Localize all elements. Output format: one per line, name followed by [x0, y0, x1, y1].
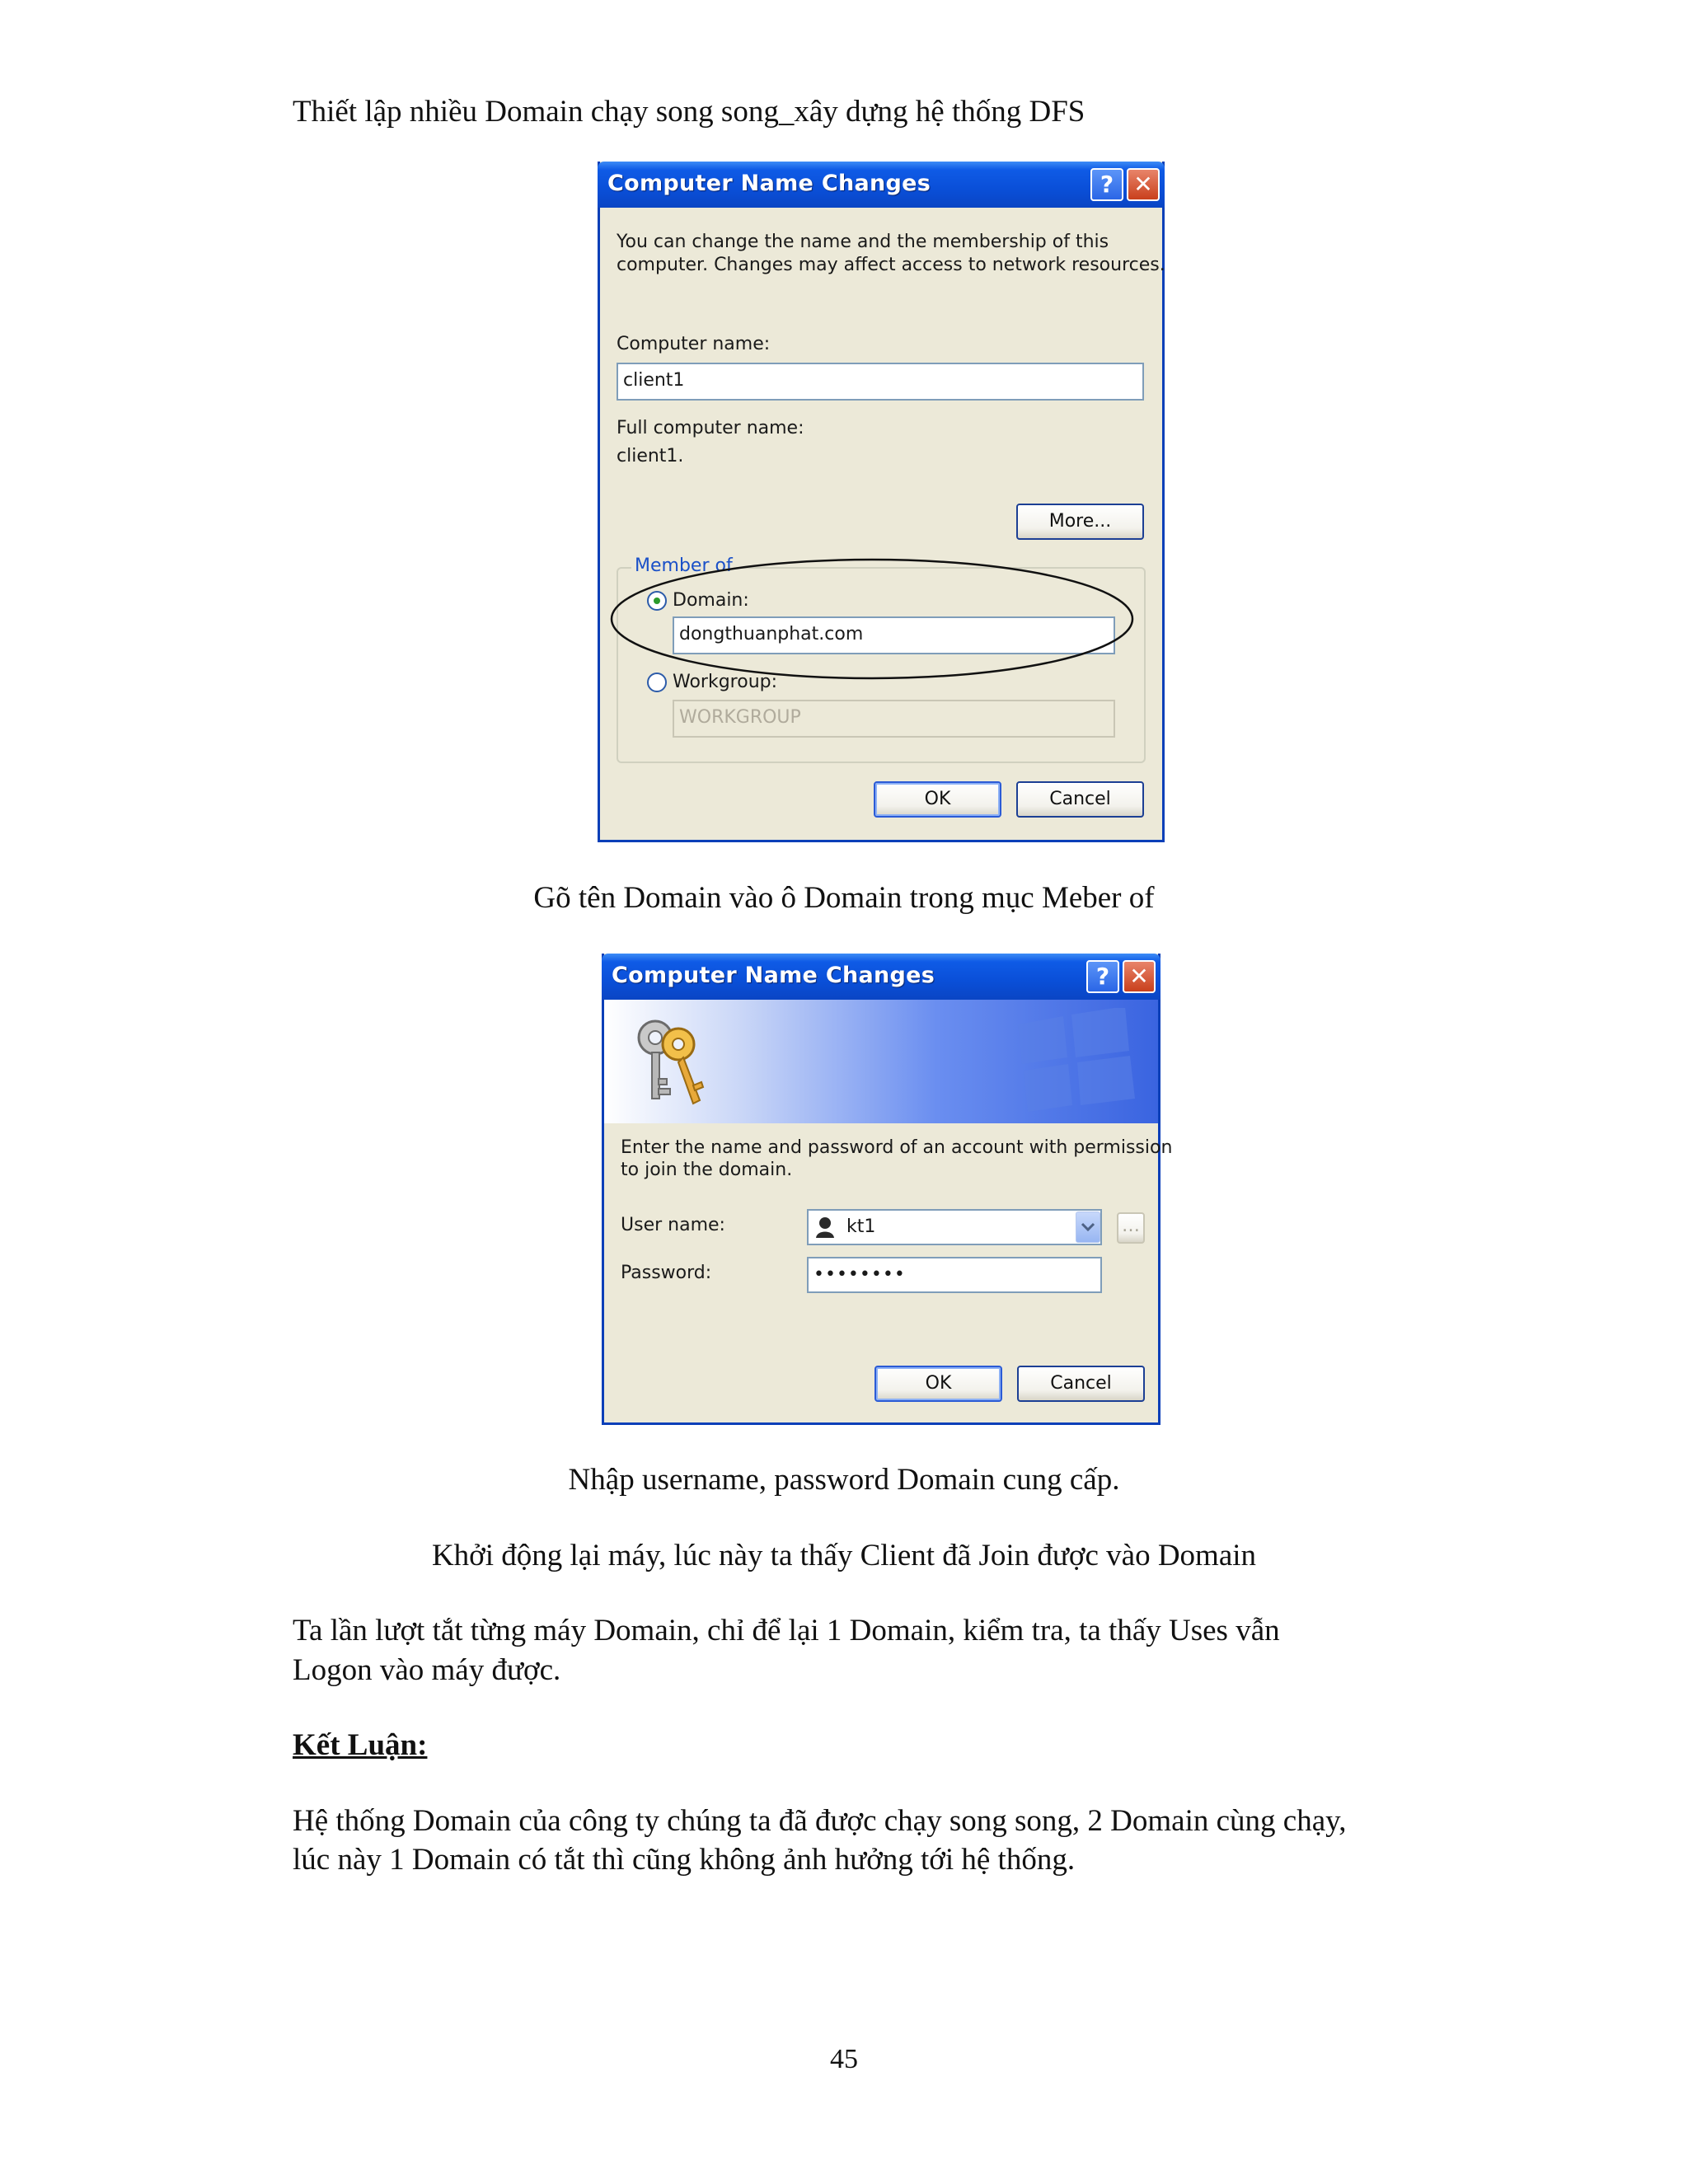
- full-computer-name-value: client1.: [617, 446, 684, 466]
- user-icon: [814, 1216, 837, 1239]
- workgroup-label: Workgroup:: [673, 672, 778, 692]
- computer-name-label: Computer name:: [617, 334, 771, 354]
- dialog-title: Computer Name Changes: [612, 963, 935, 988]
- domain-input[interactable]: dongthuanphat.com: [673, 616, 1115, 654]
- more-button[interactable]: More...: [1016, 504, 1144, 540]
- intro-text-line2: computer. Changes may affect access to network resources.: [617, 255, 1165, 275]
- dialog-titlebar: [602, 954, 1160, 1000]
- conclusion-line1: Hệ thống Domain của công ty chúng ta đã được chạy song song, 2 Domain cùng chạy,: [293, 1804, 1347, 1838]
- browse-button[interactable]: …: [1117, 1212, 1145, 1244]
- password-input[interactable]: ••••••••: [807, 1257, 1102, 1293]
- page-number: 45: [830, 2044, 858, 2074]
- user-name-value: kt1: [846, 1216, 876, 1237]
- member-of-label: Member of: [631, 555, 736, 578]
- join-domain-credentials-dialog: [602, 954, 1173, 1425]
- conclusion-heading: Kết Luận:: [293, 1728, 428, 1762]
- paragraph-test-line1: Ta lần lượt tắt từng máy Domain, chỉ để lại 1 Domain, kiểm tra, ta thấy Uses vẫn: [293, 1614, 1280, 1647]
- full-computer-name-label: Full computer name:: [617, 418, 804, 438]
- paragraph-test-line2: Logon vào máy được.: [293, 1653, 561, 1687]
- help-icon[interactable]: ?: [1090, 168, 1123, 201]
- close-icon[interactable]: ✕: [1123, 960, 1156, 993]
- help-icon[interactable]: ?: [1086, 960, 1119, 993]
- caption-credentials: Nhập username, password Domain cung cấp.: [568, 1463, 1120, 1497]
- caption-domain-entry: Gõ tên Domain vào ô Domain trong mục Meber of: [533, 881, 1155, 915]
- paragraph-restart: Khởi động lại máy, lúc này ta thấy Client đã Join được vào Domain: [431, 1539, 1257, 1572]
- keys-icon: [629, 1015, 711, 1113]
- user-name-combobox[interactable]: [807, 1209, 1102, 1245]
- conclusion-line2: lúc này 1 Domain có tắt thì cũng không ảnh hưởng tới hệ thống.: [293, 1843, 1076, 1877]
- user-name-label: User name:: [621, 1215, 725, 1235]
- workgroup-input[interactable]: WORKGROUP: [673, 700, 1115, 738]
- intro-text-line1: You can change the name and the membership of this: [617, 232, 1109, 252]
- chevron-down-icon[interactable]: [1076, 1212, 1100, 1243]
- computer-name-changes-dialog: [598, 162, 1165, 842]
- dialog-title: Computer Name Changes: [607, 171, 931, 196]
- cancel-button[interactable]: Cancel: [1017, 1366, 1145, 1402]
- password-label: Password:: [621, 1263, 712, 1283]
- dialog-banner: [604, 1000, 1158, 1123]
- intro-text-line2: to join the domain.: [621, 1160, 793, 1180]
- annotation-ellipse: [608, 557, 1152, 689]
- dialog-titlebar: [598, 162, 1165, 208]
- windows-watermark-icon: [985, 1008, 1150, 1119]
- ok-button[interactable]: OK: [874, 1366, 1002, 1402]
- close-icon[interactable]: ✕: [1127, 168, 1160, 201]
- cancel-button[interactable]: Cancel: [1016, 781, 1144, 818]
- domain-label: Domain:: [673, 590, 749, 611]
- page-heading: Thiết lập nhiều Domain chạy song song_xây dựng hệ thống DFS: [293, 95, 1085, 129]
- intro-text-line1: Enter the name and password of an account with permission: [621, 1137, 1173, 1158]
- ok-button[interactable]: OK: [874, 781, 1001, 818]
- computer-name-input[interactable]: client1: [617, 363, 1144, 401]
